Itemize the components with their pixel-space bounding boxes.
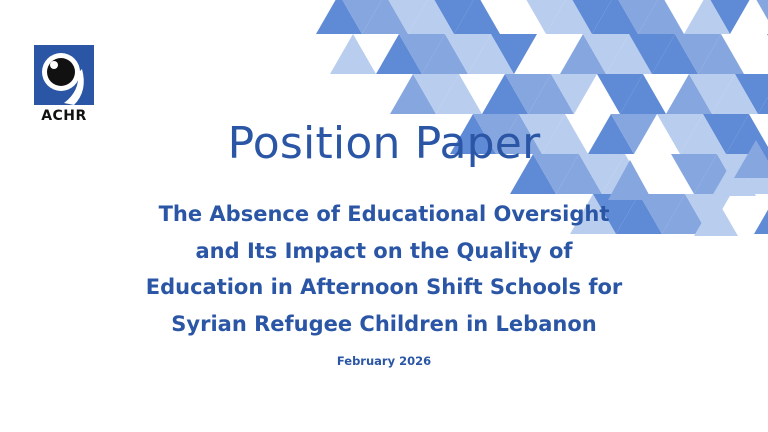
title-line: The Absence of Educational Oversight xyxy=(158,202,610,226)
document-kicker: Position Paper xyxy=(227,118,541,169)
document-title xyxy=(110,196,658,342)
title-line: Syrian Refugee Children in Lebanon xyxy=(171,311,597,336)
pattern-triangle xyxy=(753,0,768,34)
achr-logo xyxy=(34,45,94,124)
pattern-triangle xyxy=(754,194,768,234)
publication-date: February 2026 xyxy=(336,354,432,368)
pattern-triangle xyxy=(330,34,376,74)
logo-text: ACHR xyxy=(41,108,87,124)
title-line: and Its Impact on the Quality of xyxy=(195,238,573,263)
title-line: Education in Afternoon Shift Schools for xyxy=(145,275,623,299)
logo-emblem xyxy=(34,45,94,105)
